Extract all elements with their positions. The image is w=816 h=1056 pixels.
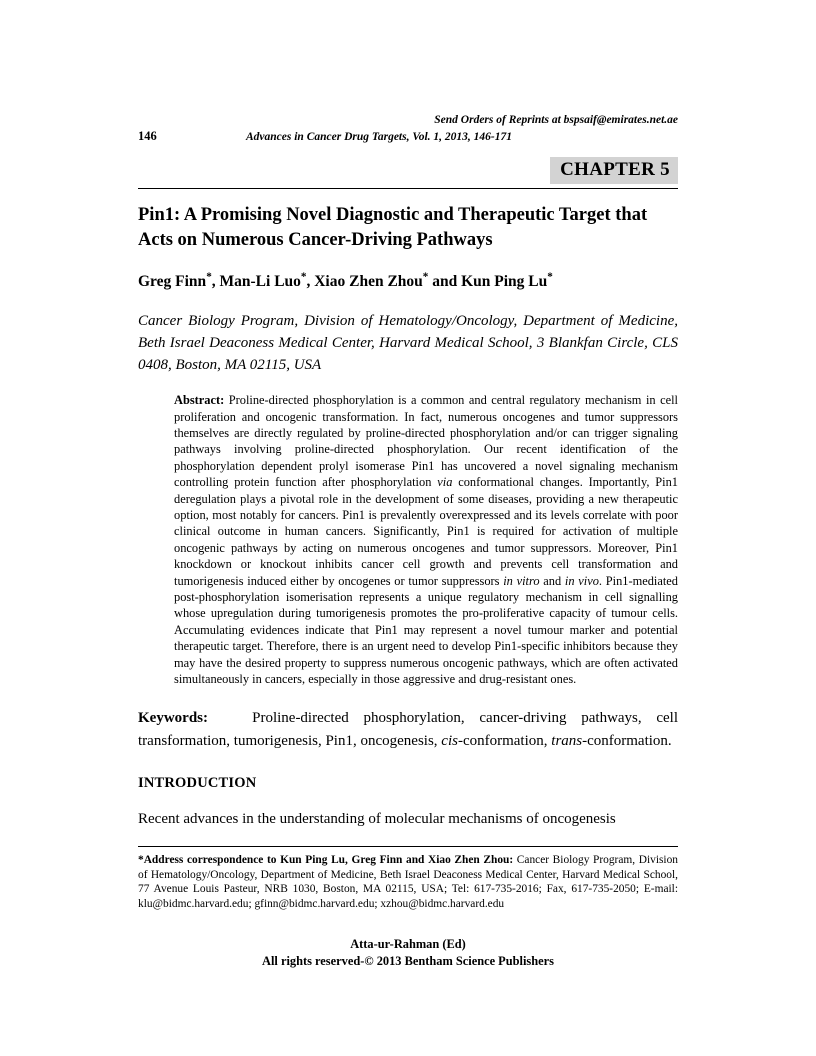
chapter-label: CHAPTER 5 (550, 157, 678, 184)
page-title: Pin1: A Promising Novel Diagnostic and Therapeutic Target that Acts on Numerous Cancer-Driving Pathways (138, 205, 648, 250)
section-heading-introduction: INTRODUCTION (138, 775, 257, 792)
header-divider (138, 188, 678, 189)
chapter-banner-container (138, 157, 678, 184)
page-number: 146 (138, 129, 157, 143)
editor-line: Atta-ur-Rahman (Ed) (350, 937, 466, 951)
reprint-notice: Send Orders of Reprints at bspsaif@emirates.net.ae (434, 114, 678, 126)
page-footer (138, 936, 678, 970)
keywords-label: Keywords: (138, 710, 208, 727)
keywords-block (138, 707, 678, 753)
journal-reference: Advances in Cancer Drug Targets, Vol. 1, 2013, 146-171 (246, 131, 513, 143)
footnote-label: *Address correspondence to Kun Ping Lu, Greg Finn and Xiao Zhen Zhou: (138, 854, 514, 866)
abstract-text: Proline-directed phosphorylation is a common and central regulatory mechanism in cell proliferation and oncogenic transformation. In fact, numerous oncogenes and tumor suppressors themselves are directly regulated by proline-directed phosphorylation and/or can trigger signaling pathways involving proline-directed phosphorylation. Our recent identification of the phosphorylation dependent prolyl isomerase Pin1 has uncovered a novel signaling mechanism controlling protein function after phosphorylation via conformational changes. Importantly, Pin1 deregulation plays a pivotal role in the development of some diseases, providing a new therapeutic option, most notably for cancers. Pin1 is prevalently overexpressed and its levels correlate with poor clinical outcome in human cancers. Significantly, Pin1 is required for activation of multiple oncogenic pathways by acting on numerous oncogenes and tumor suppressors. Moreover, Pin1 knockdown or knockout inhibits cancer cell growth and prevents cell transformation and tumorigenesis induced either by oncogenes or tumor suppressors in vitro and in vivo. Pin1-mediated post-phosphorylation isomerisation represents a unique regulatory mechanism in cell signalling whose upregulation during tumorigenesis promotes the pro-proliferative capacity of tumour cells. Accumulating evidences indicate that Pin1 may represent a novel tumour marker and potential therapeutic target. Therefore, there is an urgent need to develop Pin1-specific inhibitors because they may have the desired property to suppress numerous oncogenic pathways, which are often activated simultaneously in cancers, especially in those aggressive and drug-resistant ones. (174, 393, 679, 687)
page-content (138, 113, 678, 830)
author-list: Greg Finn*, Man-Li Luo*, Xiao Zhen Zhou* and Kun Ping Lu* (138, 271, 553, 291)
abstract-block (174, 392, 678, 687)
footnote-section (138, 846, 678, 911)
correspondence-footnote (138, 853, 678, 911)
affiliation: Cancer Biology Program, Division of Hematology/Oncology, Department of Medicine, Beth Israel Deaconess Medical Center, Harvard Medical School, 3 Blankfan Circle, CLS 0408, Boston, MA 02115, USA (138, 313, 678, 374)
keywords-text: Proline-directed phosphorylation, cancer-driving pathways, cell transformation, tumorigenesis, Pin1, oncogenesis, cis-conformation, trans-conformation. (138, 710, 678, 750)
footnote-text: Cancer Biology Program, Division of Hematology/Oncology, Department of Medicine, Beth Israel Deaconess Medical Center, Harvard Medical School, 77 Avenue Louis Pasteur, NRB 1030, Boston, MA 02115, USA; Tel: 617-735-2016; Fax, 617-735-2050; E-mail: klu@bidmc.harvard.edu; gfinn@bidmc.harvard.edu; xzhou@bidmc.harvard.edu (138, 854, 678, 910)
copyright-line: All rights reserved-© 2013 Bentham Science Publishers (262, 954, 554, 968)
journal-header-line (138, 129, 678, 145)
intro-paragraph: Recent advances in the understanding of molecular mechanisms of oncogenesis (138, 811, 616, 828)
abstract-label: Abstract: (174, 393, 225, 408)
footnote-divider (138, 846, 678, 847)
